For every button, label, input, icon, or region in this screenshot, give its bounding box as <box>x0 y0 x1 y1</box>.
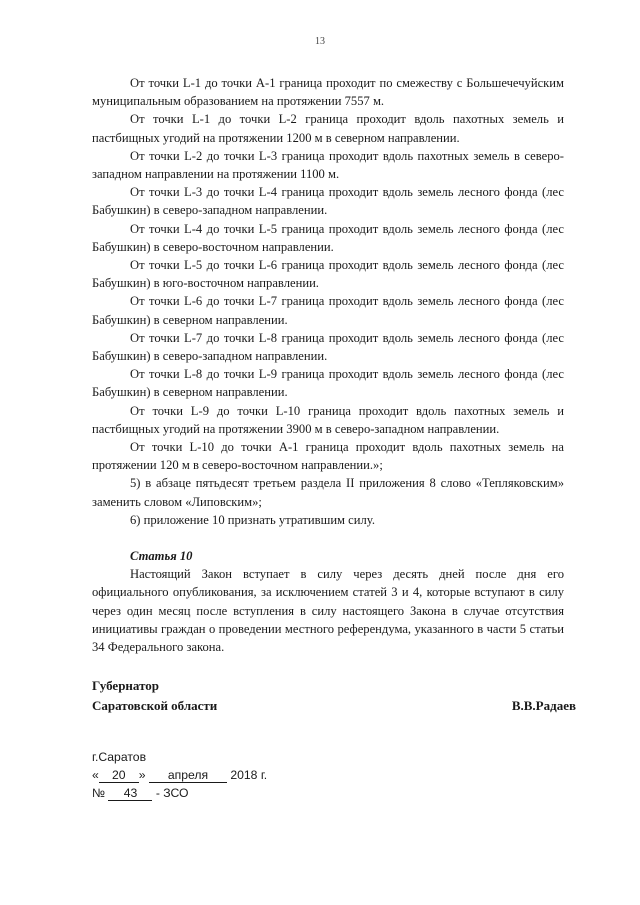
date-line <box>92 766 267 784</box>
signature-position-line1: Губернатор <box>92 678 160 693</box>
date-day: 20 <box>99 768 139 783</box>
paragraph: От точки L-3 до точки L-4 граница проходит вдоль земель лесного фонда (лес Бабушкин) в северо-западном направлении. <box>92 185 564 218</box>
document-body <box>92 74 564 656</box>
paragraph: От точки L-4 до точки L-5 граница проходит вдоль земель лесного фонда (лес Бабушкин) в северо-восточном направлении. <box>92 221 564 254</box>
paragraph: От точки L-5 до точки L-6 граница проходит вдоль земель лесного фонда (лес Бабушкин) в юго-восточном направлении. <box>92 258 564 291</box>
paragraph: 5) в абзаце пятьдесят третьем раздела II приложения 8 слово «Тепляковским» заменить словом «Липовским»; <box>92 476 564 509</box>
signatory-name: В.В.Радаев <box>511 698 576 713</box>
paragraph: От точки L-10 до точки А-1 граница проходит вдоль пахотных земель на протяжении 120 м в северо-восточном направлении.»; <box>92 440 564 473</box>
paragraph: От точки L-8 до точки L-9 граница проходит вдоль земель лесного фонда (лес Бабушкин) в северном направлении. <box>92 367 564 400</box>
date-month: апреля <box>149 768 227 783</box>
date-year: 2018 г. <box>230 768 268 782</box>
open-quote: « <box>92 768 99 782</box>
paragraph: От точки L-1 до точки L-2 граница проходит вдоль пахотных земель и пастбищных угодий на протяжении 1200 м в северном направлении. <box>92 112 564 145</box>
place-date-block <box>92 748 267 802</box>
paragraph: От точки L-7 до точки L-8 граница проходит вдоль земель лесного фонда (лес Бабушкин) в северо-западном направлении. <box>92 330 564 364</box>
city: г.Саратов <box>92 750 147 764</box>
signature-block <box>92 676 576 716</box>
paragraph: От точки L-9 до точки L-10 граница проходит вдоль пахотных земель и пастбищных угодий на протяжении 3900 м в северо-западном направлении. <box>92 403 564 436</box>
paragraph: От точки L-2 до точки L-3 граница проходит вдоль пахотных земель в северо-западном направлении на протяжении 1100 м. <box>92 148 564 182</box>
close-quote: » <box>138 768 146 782</box>
paragraph: От точки L-6 до точки L-7 граница проходит вдоль земель лесного фонда (лес Бабушкин) в северном направлении. <box>92 294 564 327</box>
paragraph: 6) приложение 10 признать утратившим силу. <box>130 512 375 527</box>
page-number: 13 <box>315 36 325 47</box>
number-suffix: - ЗСО <box>155 786 189 800</box>
signature-position-line2: Саратовской области <box>92 698 218 713</box>
number-prefix: № <box>92 786 106 800</box>
article-heading: Статья 10 <box>130 549 193 564</box>
document-number: 43 <box>108 786 152 801</box>
document-number-line <box>92 784 267 802</box>
article-text: Настоящий Закон вступает в силу через десять дней после дня его официального опубликования, за исключением статей 3 и 4, которые вступают в силу через один месяц после вступления в силу настоящего Закона в случае отсутствия инициативы граждан о проведении местного референдума, указанного в части 5 статьи 34 Федерального закона. <box>92 567 564 655</box>
paragraph: От точки L-1 до точки А-1 граница проходит по смежеству с Большечечуйским муниципальным образованием на протяжении 7557 м. <box>92 76 564 109</box>
